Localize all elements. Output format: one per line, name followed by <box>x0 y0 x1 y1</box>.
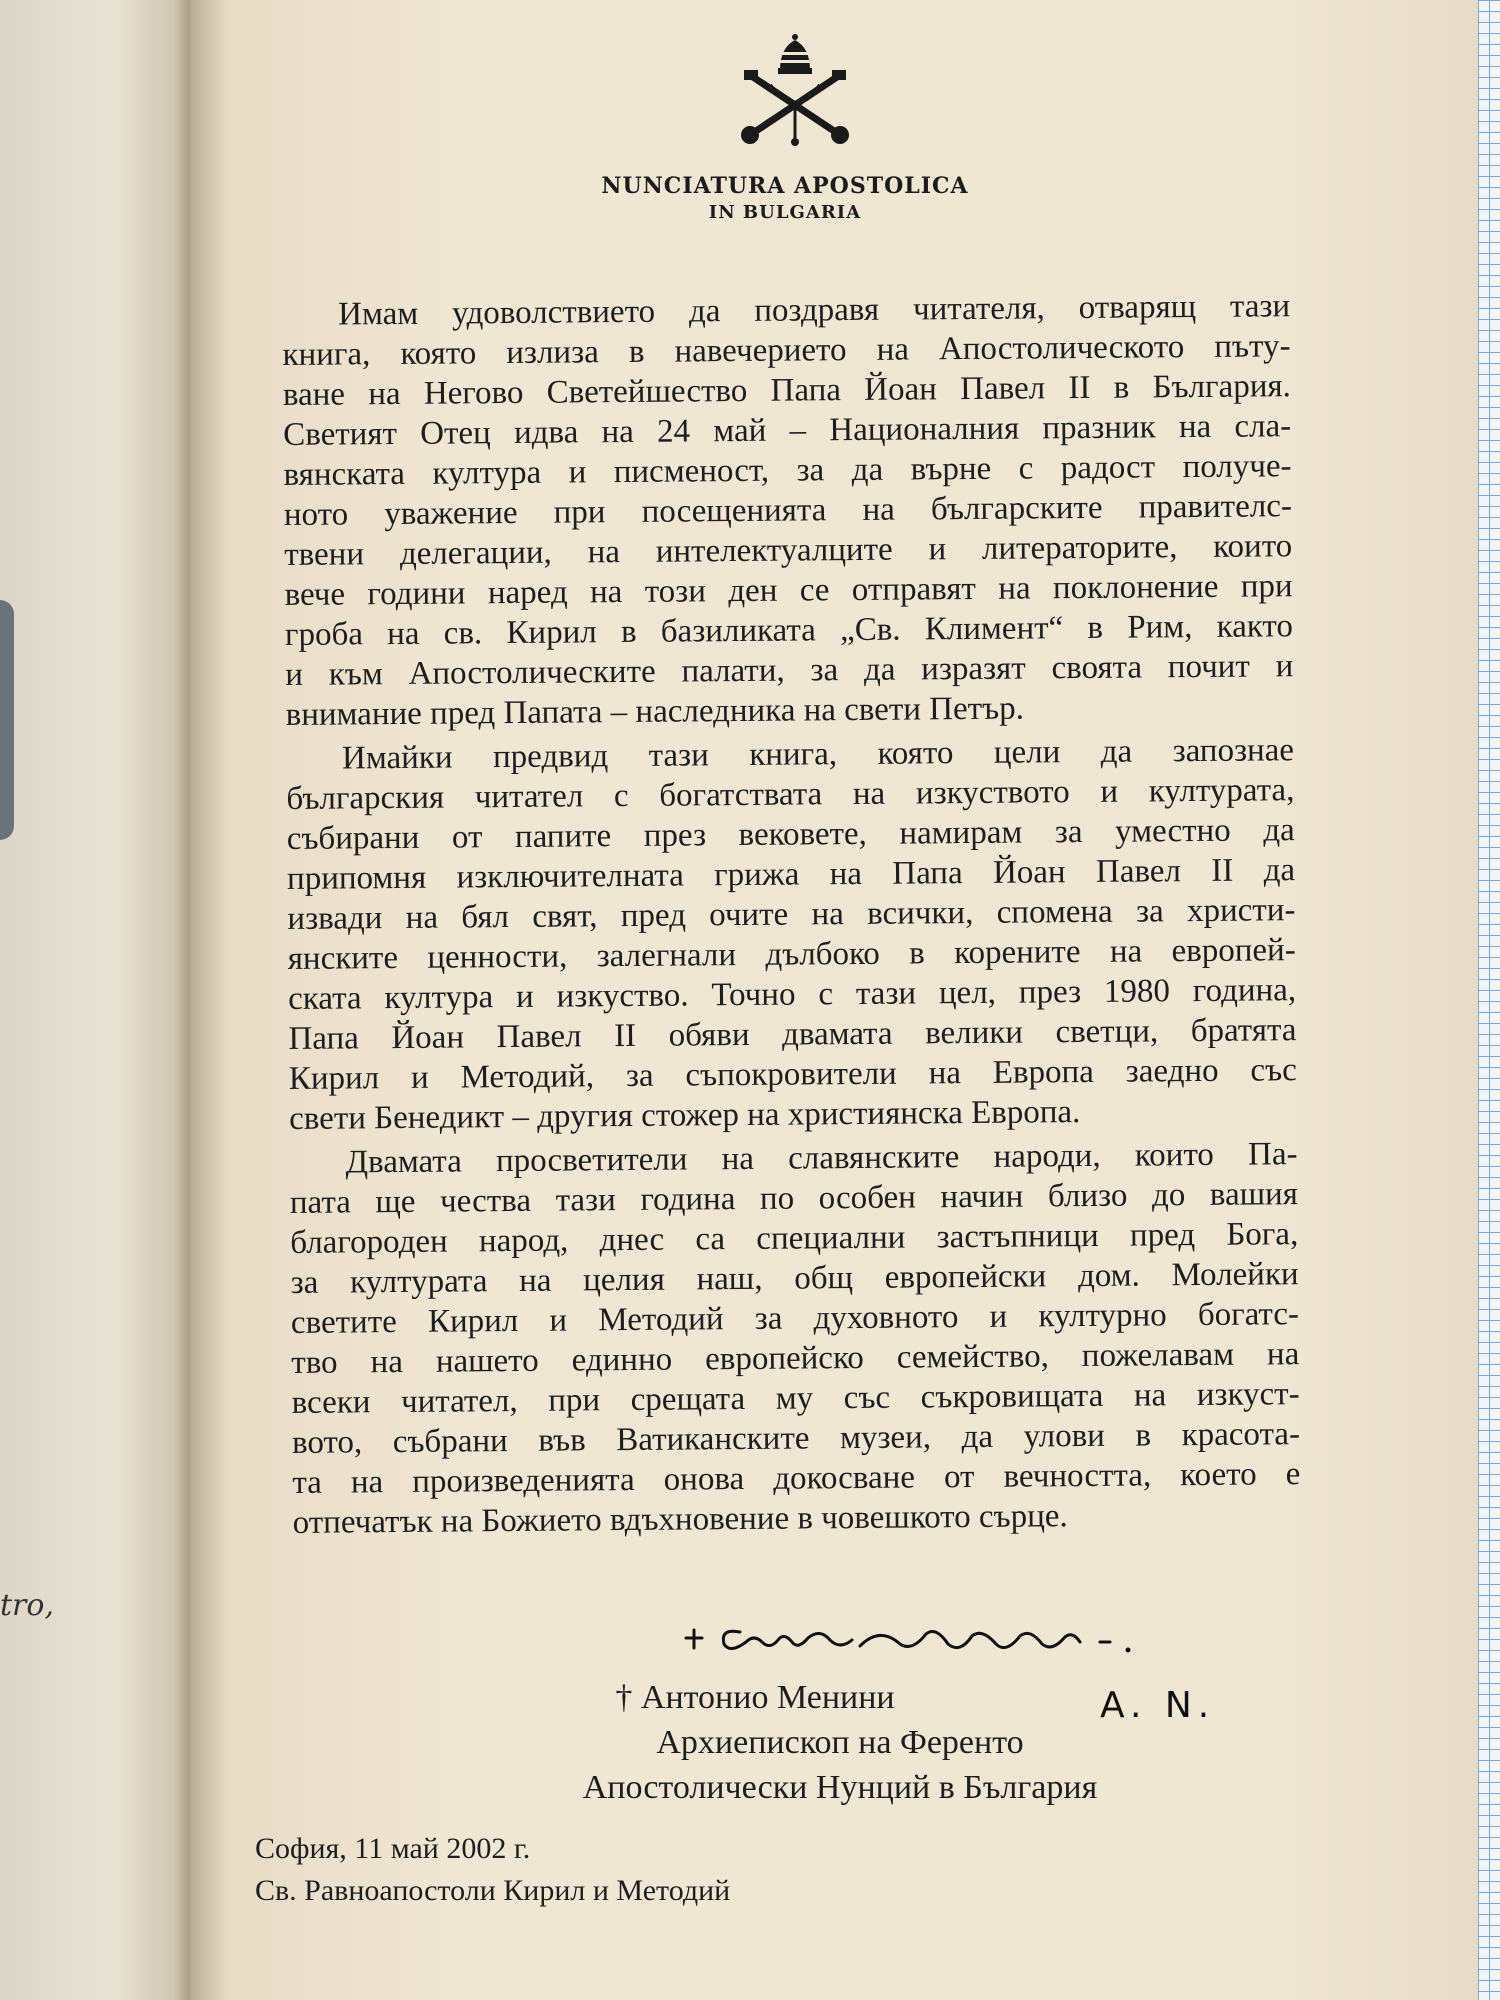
left-page-fragment: tro, <box>0 1588 54 1623</box>
letter-body <box>282 286 1301 1547</box>
handwritten-initials: A. N. <box>1100 1685 1216 1726</box>
text-line: твени делегации, на интелектуалците и литераторите, които <box>284 528 1293 573</box>
signatory-name: † Антонио Менини <box>615 1679 895 1716</box>
paragraph-2 <box>286 730 1297 1139</box>
place-and-date <box>255 1828 730 1912</box>
text-line: Имам удоволствието да поздравя читателя, отварящ тази <box>338 288 1291 333</box>
text-line: извади на бял свят, пред очите на всички, спомена за христи- <box>287 892 1296 937</box>
text-line: отпечатък на Божието вдъхновение в човешкото сърце. <box>292 1498 1068 1541</box>
text-line: светите Кирил и Методий за духовното и културно богатс- <box>290 1296 1300 1341</box>
signatory-title: Архиепископ на Ференто <box>656 1724 1024 1761</box>
papal-coat-of-arms-icon <box>730 30 860 150</box>
text-line: Имайки предвид тази книга, която цели да запознае <box>341 732 1295 777</box>
paragraph-1 <box>282 286 1294 735</box>
paragraph-3 <box>289 1134 1300 1543</box>
text-line: Папа Йоан Павел II обяви двамата велики светци, братята <box>288 1012 1297 1057</box>
text-line: благороден народ, днес са специални застъпници пред Бога, <box>290 1216 1299 1261</box>
letterhead-subtitle: IN BULGARIA <box>708 202 862 223</box>
text-line: та на произведенията онова докосване от вечността, което е <box>292 1456 1301 1501</box>
text-line: вянската култура и писменост, за да върне с радост получе- <box>283 448 1292 493</box>
text-line: и към Апостолическите палати, за да изразят своята почит и <box>285 648 1294 693</box>
text-line: гроба на св. Кирил в базиликата „Св. Климент“ в Рим, както <box>284 608 1294 653</box>
text-line: ската култура и изкуство. Точно с тази цел, през 1980 година, <box>287 972 1297 1017</box>
signature-block <box>520 1675 1160 1810</box>
text-line: пата ще чества тази година по особен начин близо до вашия <box>289 1176 1299 1221</box>
text-line: Двамата просветители на славянските народи, които Па- <box>345 1136 1298 1181</box>
text-line: събирани от папите през вековете, намирам за уместно да <box>286 812 1295 857</box>
text-line: Светият Отец идва на 24 май – Националния празник на сла- <box>283 408 1292 453</box>
text-line: Кирил и Методий, за съпокровители на Европа заедно със <box>288 1052 1297 1097</box>
signatory-office: Апостолически Нунций в България <box>582 1769 1098 1806</box>
text-line: ното уважение при посещенията на българските правителс- <box>283 488 1293 533</box>
text-line: внимание пред Папата – наследника на свети Петър. <box>285 690 1025 733</box>
date-line: София, 11 май 2002 г. <box>255 1832 531 1865</box>
text-line: припомня изключителната грижа на Папа Йоан Павел II да <box>286 852 1296 897</box>
text-line: вото, събрани във Ватиканските музеи, да улови в красота- <box>291 1416 1301 1461</box>
text-line: вече години наред на този ден се отправят на поклонение при <box>284 568 1293 613</box>
left-page <box>0 0 190 2000</box>
text-line: ване на Негово Светейшество Папа Йоан Павел II в България. <box>282 368 1291 413</box>
text-line: книга, която излиза в навечерието на Апостолическото пъту- <box>282 328 1291 373</box>
feast-line: Св. Равноапостоли Кирил и Методий <box>255 1874 731 1907</box>
text-line: българския читател с богатствата на изкуството и културата, <box>286 772 1295 817</box>
text-line: янските ценности, залегнали дълбоко в корените на европей- <box>287 932 1296 977</box>
text-line: тво на нашето единно европейско семейство, пожелавам на <box>291 1336 1300 1381</box>
text-line: свети Бенедикт – другия стожер на християнска Европа. <box>289 1094 1081 1137</box>
text-line: за културата на целия наш, общ европейски дом. Молейки <box>290 1256 1299 1301</box>
text-line: всеки читател, при срещата му със съкровищата на изкуст- <box>291 1376 1300 1421</box>
left-page-shadow <box>0 600 14 840</box>
letterhead <box>560 172 1010 226</box>
graph-paper-edge <box>1478 0 1500 2000</box>
letterhead-title: NUNCIATURA APOSTOLICA <box>601 173 969 199</box>
